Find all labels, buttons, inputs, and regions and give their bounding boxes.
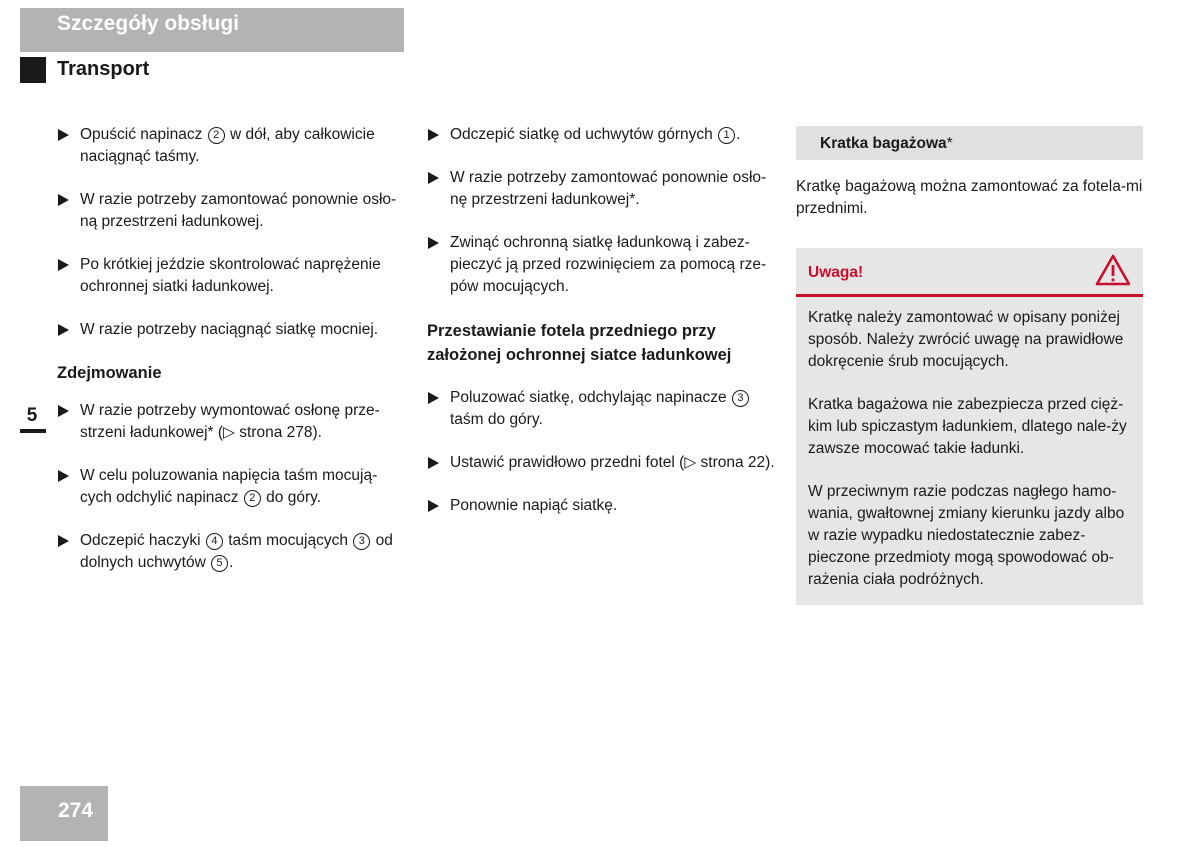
step-text-segment: Zwinąć ochronną siatkę ładunkową i zabez-pieczyć ją przed rozwinięciem za pomocą rze-pów mocujących. [450,234,767,295]
step-text-segment: od dolnych uchwytów [80,532,393,571]
callout-number-icon: 3 [353,533,370,550]
step-text [80,191,396,230]
bullet-arrow-icon [58,324,69,336]
step-text-segment: Odczepić siatkę od uchwytów górnych [450,126,718,143]
bullet-arrow-icon [428,172,439,184]
step-text-segment: Ustawić prawidłowo przedni fotel (▷ strona 22). [450,454,775,471]
step-text-segment: Poluzować siatkę, odchylając napinacze [450,389,731,406]
instruction-step [57,465,409,509]
step-text-segment: Ponownie napiąć siatkę. [450,497,618,514]
step-text-segment: Opuścić napinacz [80,126,207,143]
step-list [57,124,409,341]
instruction-step [57,319,409,341]
warning-box [796,248,1143,605]
bullet-arrow-icon [58,405,69,417]
step-text [80,402,380,441]
subheading-seat-adjust: Przestawianie fotela przedniego przy założonej ochronnej siatce ładunkowej [427,322,732,364]
bullet-arrow-icon [428,237,439,249]
instruction-step [427,495,777,517]
step-text-segment: W razie potrzeby zamontować ponownie osło-nę przestrzeni ładunkowej*. [450,169,767,208]
step-text-segment: W razie potrzeby naciągnąć siatkę mocniej. [80,321,379,338]
column-1 [57,124,409,595]
instruction-step [427,232,777,298]
bullet-arrow-icon [428,392,439,404]
callout-number-icon: 4 [206,533,223,550]
bullet-arrow-icon [58,535,69,547]
bullet-arrow-icon [428,457,439,469]
step-text [450,389,750,428]
chapter-number-underline [20,429,46,433]
callout-number-icon: 1 [718,127,735,144]
section-title: Transport [57,58,150,80]
step-text-segment: W razie potrzeby zamontować ponownie osło-ną przestrzeni ładunkowej. [80,191,397,230]
optional-star: * [946,135,953,152]
section-marker [20,57,46,83]
callout-number-icon: 5 [211,555,228,572]
chapter-title: Szczegóły obsługi [57,12,240,35]
step-text-segment: taśm mocujących [223,532,353,549]
callout-number-icon: 2 [208,127,225,144]
callout-number-icon: 3 [732,390,749,407]
step-text-segment: Po krótkiej jeździe skontrolować naprężenie ochronnej siatki ładunkowej. [80,256,381,295]
instruction-step [427,387,777,431]
page-number-box [20,786,108,841]
step-text-segment: . [736,126,741,143]
luggage-grille-title: Kratka bagażowa [820,135,947,152]
step-text-segment: w dół, aby całkowicie naciągnąć taśmy. [80,126,375,165]
step-list [57,400,409,574]
bullet-arrow-icon [58,129,69,141]
step-text [450,454,775,471]
instruction-step [427,167,777,211]
step-text [80,126,375,165]
luggage-grille-header [796,126,1143,160]
step-text [80,532,393,571]
page-number: 274 [58,799,94,822]
bullet-arrow-icon [58,259,69,271]
chapter-header [20,8,404,52]
warning-title: Uwaga! [808,264,864,281]
step-text [80,321,378,338]
instruction-step [57,254,409,298]
step-text [450,497,617,514]
step-text [80,256,381,295]
bullet-arrow-icon [58,470,69,482]
step-text [450,234,766,295]
step-text-segment: do góry. [261,489,322,506]
warning-paragraph: W przeciwnym razie podczas nagłego hamo-wania, gwałtownej zmiany kierunku jazdy albo w razie wypadku niedostatecznie zabez-pieczone przedmioty mogą spowodować ob-rażenia ciała podróżnych. [808,483,1125,588]
step-text-segment: taśm do góry. [450,411,543,428]
instruction-step [427,124,777,146]
subheading-removal: Zdejmowanie [57,364,162,382]
warning-paragraph: Kratka bagażowa nie zabezpiecza przed cięż-kim lub spiczastym ładunkiem, dlatego nale-ży zawsze mocować takie ładunki. [808,396,1127,457]
bullet-arrow-icon [428,500,439,512]
luggage-grille-intro: Kratkę bagażową można zamontować za fotela-mi przednimi. [796,178,1143,217]
step-text [450,169,766,208]
step-text [80,467,377,506]
step-text [450,126,740,143]
step-text-segment: W razie potrzeby wymontować osłonę prze-strzeni ładunkowej* (▷ strona 278). [80,402,380,441]
instruction-step [427,452,777,474]
column-3 [796,126,1143,605]
step-text-segment: . [229,554,234,571]
instruction-step [57,400,409,444]
warning-header [796,248,1143,297]
warning-triangle-icon [1095,254,1131,286]
bullet-arrow-icon [58,194,69,206]
callout-number-icon: 2 [244,490,261,507]
step-text-segment: Odczepić haczyki [80,532,205,549]
step-list [427,387,777,517]
step-list [427,124,777,298]
instruction-step [57,530,409,574]
bullet-arrow-icon [428,129,439,141]
warning-paragraph: Kratkę należy zamontować w opisany poniżej sposób. Należy zwrócić uwagę na prawidłowe dokręcenie śrub mocujących. [808,309,1124,370]
column-2 [427,124,777,538]
warning-body [796,297,1143,591]
instruction-step [57,189,409,233]
chapter-number: 5 [26,405,38,426]
instruction-step [57,124,409,168]
step-text-segment: W celu poluzowania napięcia taśm mocują-cych odchylić napinacz [80,467,378,506]
